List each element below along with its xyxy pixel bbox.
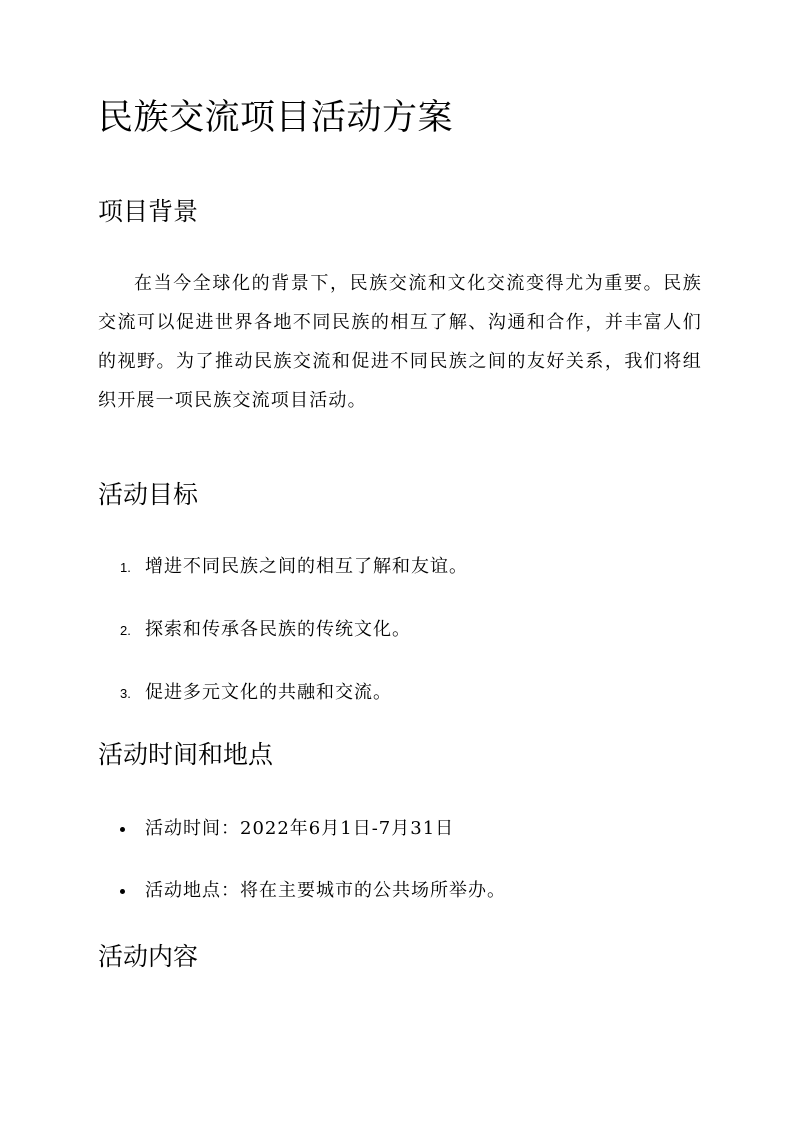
list-item-text: 促进多元文化的共融和交流。: [145, 682, 392, 703]
goals-list-item: [98, 678, 702, 708]
list-item-text: 活动时间：2022年6月1日-7月31日: [145, 818, 455, 839]
list-number: 1.: [120, 560, 131, 575]
document-title: 民族交流项目活动方案: [98, 98, 454, 138]
goals-list-item: [98, 615, 702, 645]
bullet-icon: [120, 889, 125, 894]
bullet-icon: [120, 827, 125, 832]
goals-list-item: [98, 552, 702, 582]
section-heading-content: 活动内容: [98, 942, 199, 971]
background-paragraph: 在当今全球化的背景下，民族交流和文化交流变得尤为重要。民族交流可以促进世界各地不同民族的相互了解、沟通和合作，并丰富人们的视野。为了推动民族交流和促进不同民族之间的友好关系，我们将组织开展一项民族交流项目活动。: [98, 273, 702, 411]
section-heading-time-place: 活动时间和地点: [98, 740, 274, 769]
list-item-text: 活动地点：将在主要城市的公共场所举办。: [145, 880, 506, 901]
list-number: 3.: [120, 686, 131, 701]
list-item-text: 探索和传承各民族的传统文化。: [145, 619, 411, 640]
section-heading-goals: 活动目标: [98, 480, 199, 509]
section-heading-background: 项目背景: [98, 197, 199, 226]
list-item-text: 增进不同民族之间的相互了解和友谊。: [145, 556, 468, 577]
time-place-list-item: [98, 814, 702, 844]
time-place-list-item: [98, 876, 702, 906]
list-number: 2.: [120, 623, 131, 638]
